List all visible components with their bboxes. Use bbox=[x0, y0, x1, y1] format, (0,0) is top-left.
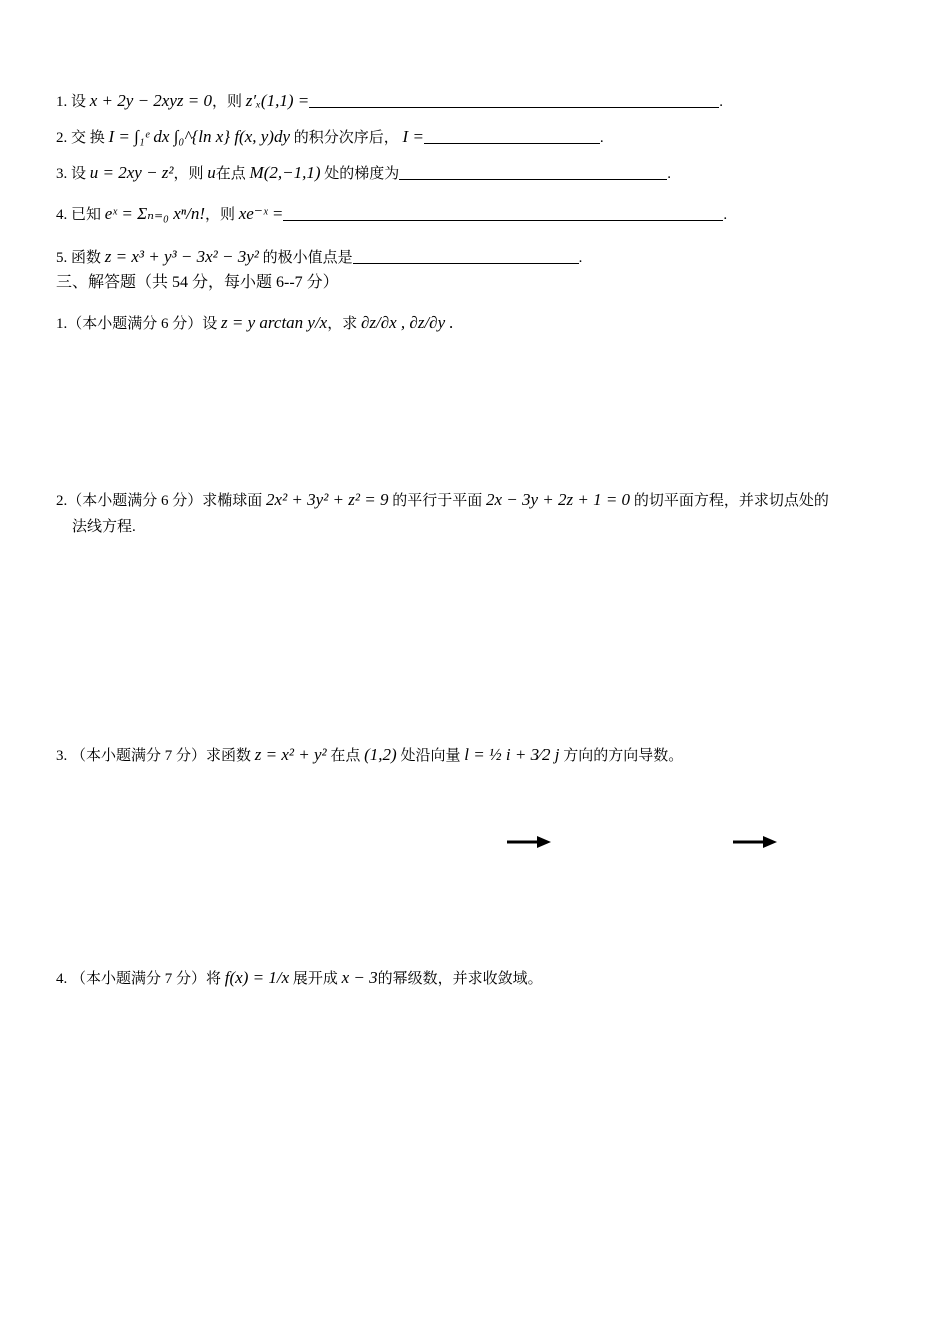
problem-number: 1. bbox=[56, 316, 68, 332]
problem-text: 的平行于平面 bbox=[392, 493, 483, 509]
plane-equation: 2x − 3y + 2z + 1 = 0 bbox=[485, 490, 631, 509]
problem-4 bbox=[56, 968, 543, 989]
fill-in-question-1 bbox=[56, 91, 723, 112]
question-number: 1. bbox=[56, 94, 68, 110]
question-lead: 设 bbox=[71, 94, 87, 110]
answer-target: I = bbox=[402, 127, 424, 146]
vector-arrow-icon bbox=[507, 836, 551, 848]
period: . bbox=[578, 250, 583, 266]
answer-blank-1[interactable] bbox=[309, 91, 719, 108]
point: (1,2) bbox=[364, 745, 397, 764]
problem-lead: 设 bbox=[202, 316, 218, 332]
ellipsoid-equation: 2x² + 3y² + z² = 9 bbox=[266, 490, 389, 509]
vector-arrow-icon bbox=[733, 836, 777, 848]
fill-in-question-4 bbox=[56, 204, 727, 225]
question-text: 的积分次序后， bbox=[293, 130, 399, 146]
problem-text: 在点 bbox=[330, 748, 361, 764]
problem-2 bbox=[56, 487, 901, 540]
function-expression: z = x³ + y³ − 3x² − 3y² bbox=[104, 247, 259, 266]
problem-score: （本小题满分 7 分） bbox=[71, 748, 207, 764]
question-lead: 已知 bbox=[71, 207, 102, 223]
question-lead: 设 bbox=[71, 166, 87, 182]
problem-text: 展开成 bbox=[292, 971, 338, 987]
problem-3 bbox=[56, 745, 683, 766]
problem-lead: 将 bbox=[206, 971, 222, 987]
question-number: 2. bbox=[56, 130, 68, 146]
question-number: 4. bbox=[56, 207, 68, 223]
problem-text: ，求 bbox=[327, 316, 358, 332]
question-text: ，则 bbox=[173, 166, 204, 182]
period: . bbox=[719, 94, 723, 110]
problem-1 bbox=[56, 313, 454, 334]
fill-in-question-2 bbox=[56, 127, 604, 148]
section-heading: 三、解答题（共 54 分，每小题 6--7 分） bbox=[56, 274, 339, 291]
function-expression: z = x² + y² bbox=[254, 745, 327, 764]
variable: u bbox=[207, 163, 216, 182]
answer-target: xe⁻ˣ = bbox=[238, 204, 284, 223]
period: . bbox=[723, 207, 728, 223]
question-text: 处的梯度为 bbox=[324, 166, 400, 182]
equation: x + 2y − 2xyz = 0 bbox=[89, 91, 212, 110]
question-lead: 交 换 bbox=[71, 130, 105, 146]
answer-target: z′ₓ(1,1) = bbox=[245, 91, 310, 110]
problem-text: 的切平面方程，并求切点处的 bbox=[633, 493, 829, 509]
function-expression: u = 2xy − z² bbox=[89, 163, 174, 182]
problem-lead: 求函数 bbox=[206, 748, 252, 764]
series-expression: eˣ = Σₙ₌₀ xⁿ/n! bbox=[104, 204, 205, 223]
partial-derivatives: ∂z/∂x , ∂z/∂y . bbox=[361, 313, 454, 332]
problem-number: 3. bbox=[56, 748, 68, 764]
question-text: ，则 bbox=[211, 94, 242, 110]
problem-score: （本小题满分 7 分） bbox=[71, 971, 207, 987]
problem-text: 的幂级数，并求收敛域。 bbox=[377, 971, 543, 987]
period: . bbox=[599, 130, 604, 146]
answer-blank-4[interactable] bbox=[283, 204, 723, 221]
question-text: 在点 bbox=[215, 166, 246, 182]
answer-blank-3[interactable] bbox=[399, 163, 667, 180]
problem-text: 处沿向量 bbox=[400, 748, 461, 764]
question-number: 3. bbox=[56, 166, 68, 182]
problem-text-continued: 法线方程. bbox=[72, 519, 136, 535]
function-expression: z = y arctan y/x bbox=[221, 313, 328, 332]
period: . bbox=[667, 166, 672, 182]
problem-number: 2. bbox=[56, 493, 68, 509]
question-text: 的极小值点是 bbox=[262, 250, 353, 266]
problem-text: 方向的方向导数。 bbox=[563, 748, 684, 764]
answer-blank-2[interactable] bbox=[424, 127, 600, 144]
fill-in-question-5 bbox=[56, 247, 582, 268]
question-number: 5. bbox=[56, 250, 68, 266]
problem-score: （本小题满分 6 分） bbox=[67, 493, 203, 509]
expansion-center: x − 3 bbox=[341, 968, 378, 987]
problem-lead: 求椭球面 bbox=[202, 493, 263, 509]
integral-expression: I = ∫₁ᵉ dx ∫₀^{ln x} f(x, y)dy bbox=[108, 127, 291, 146]
point: M(2,−1,1) bbox=[249, 163, 321, 182]
question-lead: 函数 bbox=[71, 250, 102, 266]
answer-blank-5[interactable] bbox=[353, 247, 579, 264]
problem-number: 4. bbox=[56, 971, 68, 987]
direction-vector: l = ½ i + 3⁄2 j bbox=[464, 745, 560, 764]
function-expression: f(x) = 1/x bbox=[224, 968, 290, 987]
fill-in-question-3 bbox=[56, 163, 671, 184]
question-text: ，则 bbox=[205, 207, 236, 223]
problem-score: （本小题满分 6 分） bbox=[67, 316, 203, 332]
